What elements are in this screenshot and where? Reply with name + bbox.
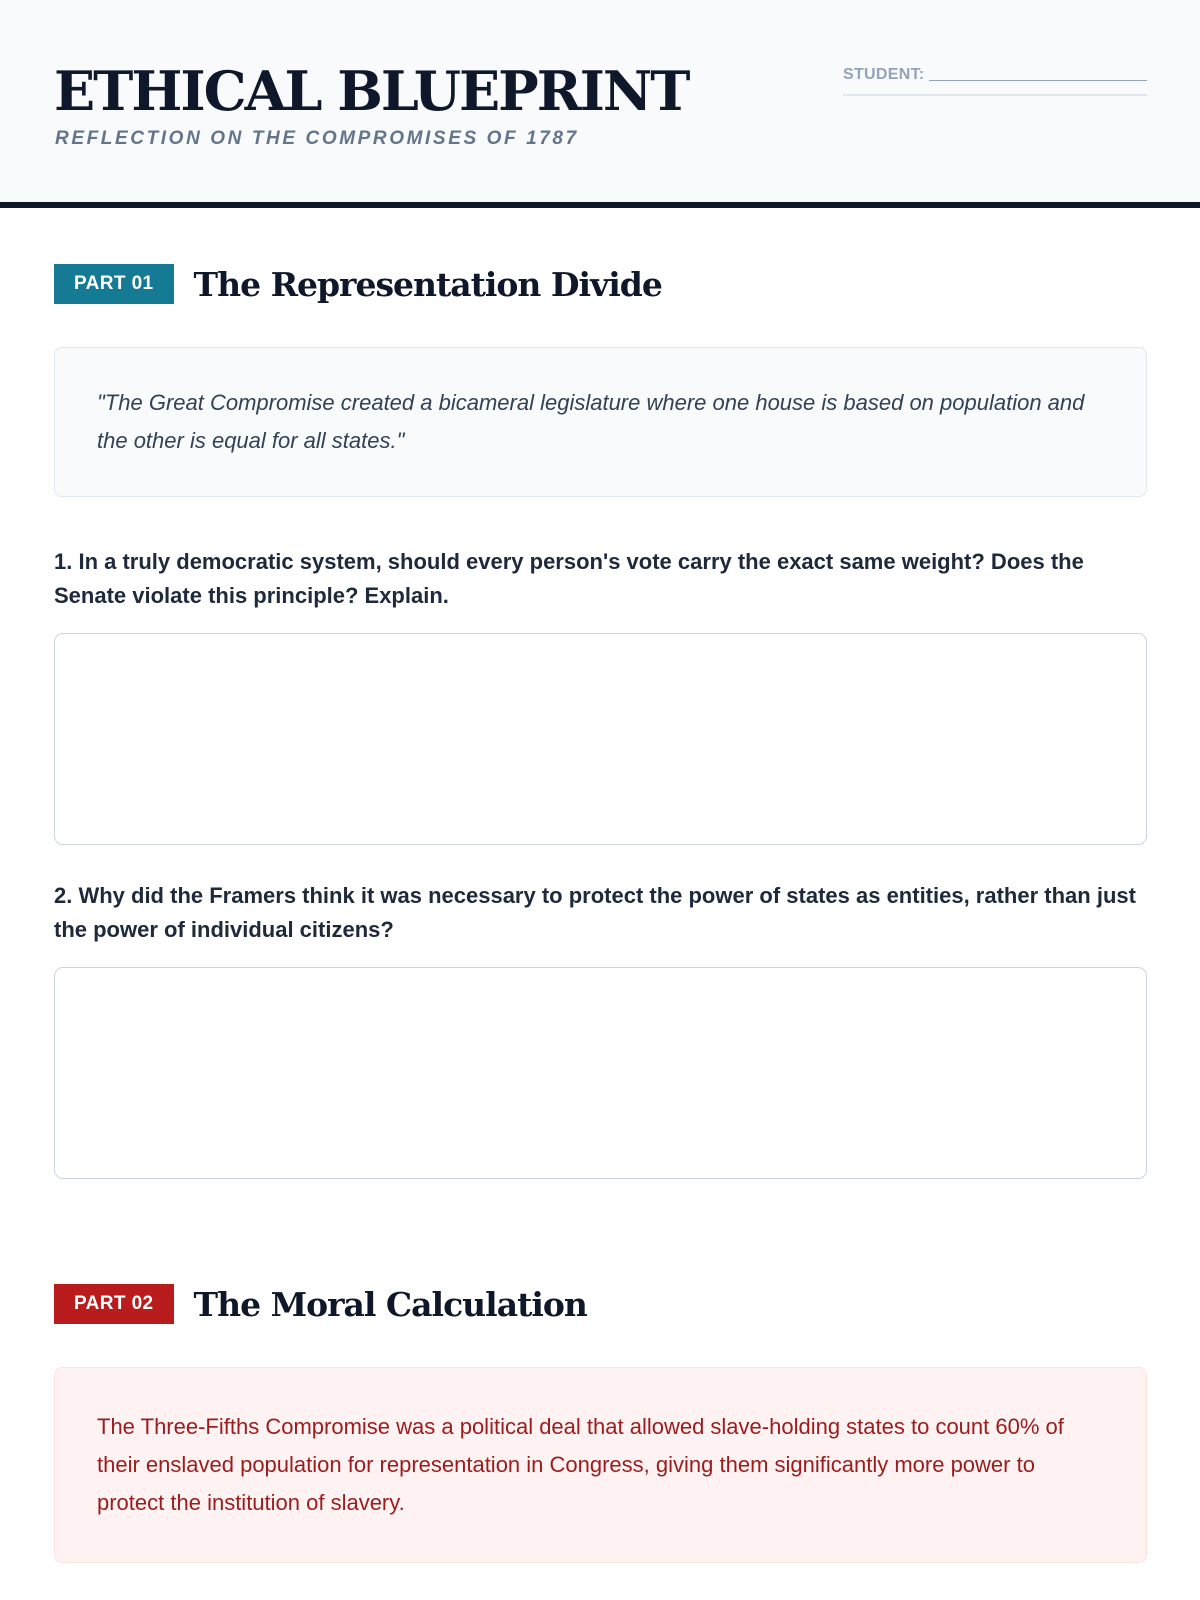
fact-text: The Three-Fifths Compromise was a political deal that allowed slave-holding states to count 60% of their enslaved population for representation in Congress, giving them significantly more power to protect the institution of slavery. [97,1414,1064,1515]
worksheet-subtitle: REFLECTION ON THE COMPROMISES OF 1787 [55,128,579,149]
question-1: 1. In a truly democratic system, should every person's vote carry the exact same weight? Does the Senate violate this principle? Explain. [54,549,1084,608]
worksheet-title: ETHICAL BLUEPRINT [54,59,689,123]
student-name-line[interactable] [929,80,1147,81]
quote-box [54,347,1147,497]
part-02-heading [54,1284,587,1324]
answer-box-2[interactable] [54,967,1147,1179]
worksheet-header [0,0,1200,208]
part-01-heading [54,264,662,304]
fact-box [54,1367,1147,1563]
part-01-title: The Representation Divide [193,264,662,304]
answer-box-1[interactable] [54,633,1147,845]
quote-text: "The Great Compromise created a bicameral legislature where one house is based on population and the other is equal for all states." [97,390,1085,453]
part-01-badge: PART 01 [54,264,174,304]
part-02-badge: PART 02 [54,1284,174,1324]
student-name-field[interactable] [843,66,1147,96]
part-02-title: The Moral Calculation [193,1284,587,1324]
question-2: 2. Why did the Framers think it was necessary to protect the power of states as entities, rather than just the power of individual citizens? [54,883,1136,942]
student-label: STUDENT: [843,66,925,83]
